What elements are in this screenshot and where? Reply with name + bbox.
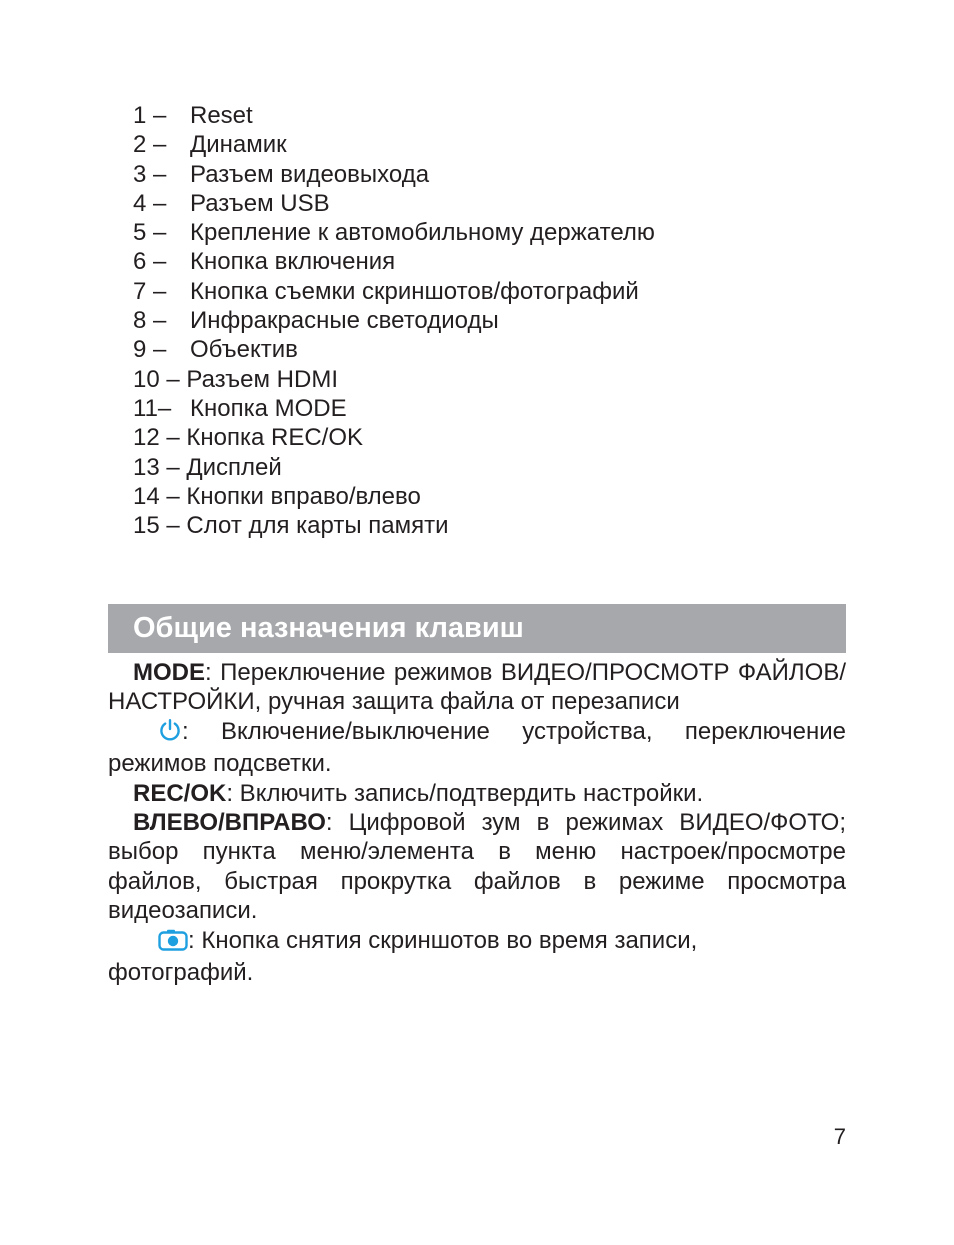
item-number: 4 – (133, 189, 167, 217)
item-number: 11– (133, 394, 172, 422)
item-label: Крепление к автомобильному держателю (190, 219, 655, 247)
item-number: 5 – (133, 219, 167, 247)
list-item (133, 101, 655, 130)
power-icon (133, 718, 182, 749)
power-text: : Включение/выключение устройства, переключение режимов подсветки. (108, 717, 846, 778)
item-label: Дисплей (186, 453, 282, 481)
item-label: Слот для карты памяти (186, 512, 449, 540)
list-item (133, 189, 655, 218)
item-label: Динамик (190, 131, 287, 159)
camera-description (108, 926, 846, 988)
item-number: 12 – (133, 424, 180, 452)
recok-description (108, 779, 846, 808)
item-number: 8 – (133, 307, 167, 335)
item-label: Кнопка съемки скриншотов/фотографий (190, 277, 639, 305)
item-number: 7 – (133, 277, 167, 305)
list-item (133, 482, 655, 511)
mode-text: : Переключение режимов ВИДЕО/ПРОСМОТР ФАЙЛОВ/НАСТРОЙКИ, ручная защита файла от перезаписи (108, 659, 846, 716)
leftright-description (108, 808, 846, 926)
item-number: 14 – (133, 482, 180, 510)
item-number: 15 – (133, 512, 180, 540)
item-number: 3 – (133, 160, 167, 188)
item-number: 6 – (133, 248, 167, 276)
item-number: 13 – (133, 453, 180, 481)
key-descriptions (108, 658, 846, 987)
camera-icon (133, 929, 188, 958)
recok-text: : Включить запись/подтвердить настройки. (226, 779, 704, 807)
section-header (108, 604, 846, 653)
list-item (133, 394, 655, 423)
item-number: 1 – (133, 102, 167, 129)
item-label: Кнопка REC/OK (186, 424, 364, 452)
parts-list (133, 101, 655, 540)
item-label: Объектив (190, 336, 298, 364)
page-number: 7 (833, 1124, 846, 1149)
leftright-key-name: ВЛЕВО/ВПРАВО (133, 809, 326, 837)
recok-key-name: REC/OK (133, 779, 227, 807)
leftright-text: : Цифровой зум в режимах ВИДЕО/ФОТО; выбор пункта меню/элемента в меню настроек/просмотре файлов, быстрая прокрутка файлов в режиме просмотра видеозаписи. (108, 809, 846, 925)
item-number: 2 – (133, 131, 167, 159)
item-label: Разъем HDMI (186, 365, 338, 393)
mode-key-name: MODE (133, 659, 205, 686)
item-label: Разъем видеовыхода (190, 160, 430, 188)
item-label: Кнопка MODE (190, 394, 347, 422)
list-item (133, 306, 655, 335)
camera-text: : Кнопка снятия скриншотов во время записи, фотографий. (108, 926, 698, 987)
item-label: Кнопка включения (190, 248, 396, 276)
item-number: 10 – (133, 365, 180, 393)
list-item (133, 453, 655, 482)
item-number: 9 – (133, 336, 167, 364)
list-item (133, 247, 655, 276)
list-item (133, 423, 655, 452)
item-label: Инфракрасные светодиоды (190, 307, 499, 335)
item-label: Кнопки вправо/влево (186, 482, 421, 510)
power-description (108, 717, 846, 779)
item-label: Разъем USB (190, 189, 330, 217)
list-item (133, 130, 655, 159)
list-item (133, 160, 655, 189)
list-item (133, 335, 655, 364)
item-label: Reset (190, 102, 253, 129)
mode-description (108, 658, 846, 717)
list-item (133, 365, 655, 394)
list-item (133, 511, 655, 540)
list-item (133, 277, 655, 306)
list-item (133, 218, 655, 247)
section-title: Общие назначения клавиш (133, 612, 524, 644)
